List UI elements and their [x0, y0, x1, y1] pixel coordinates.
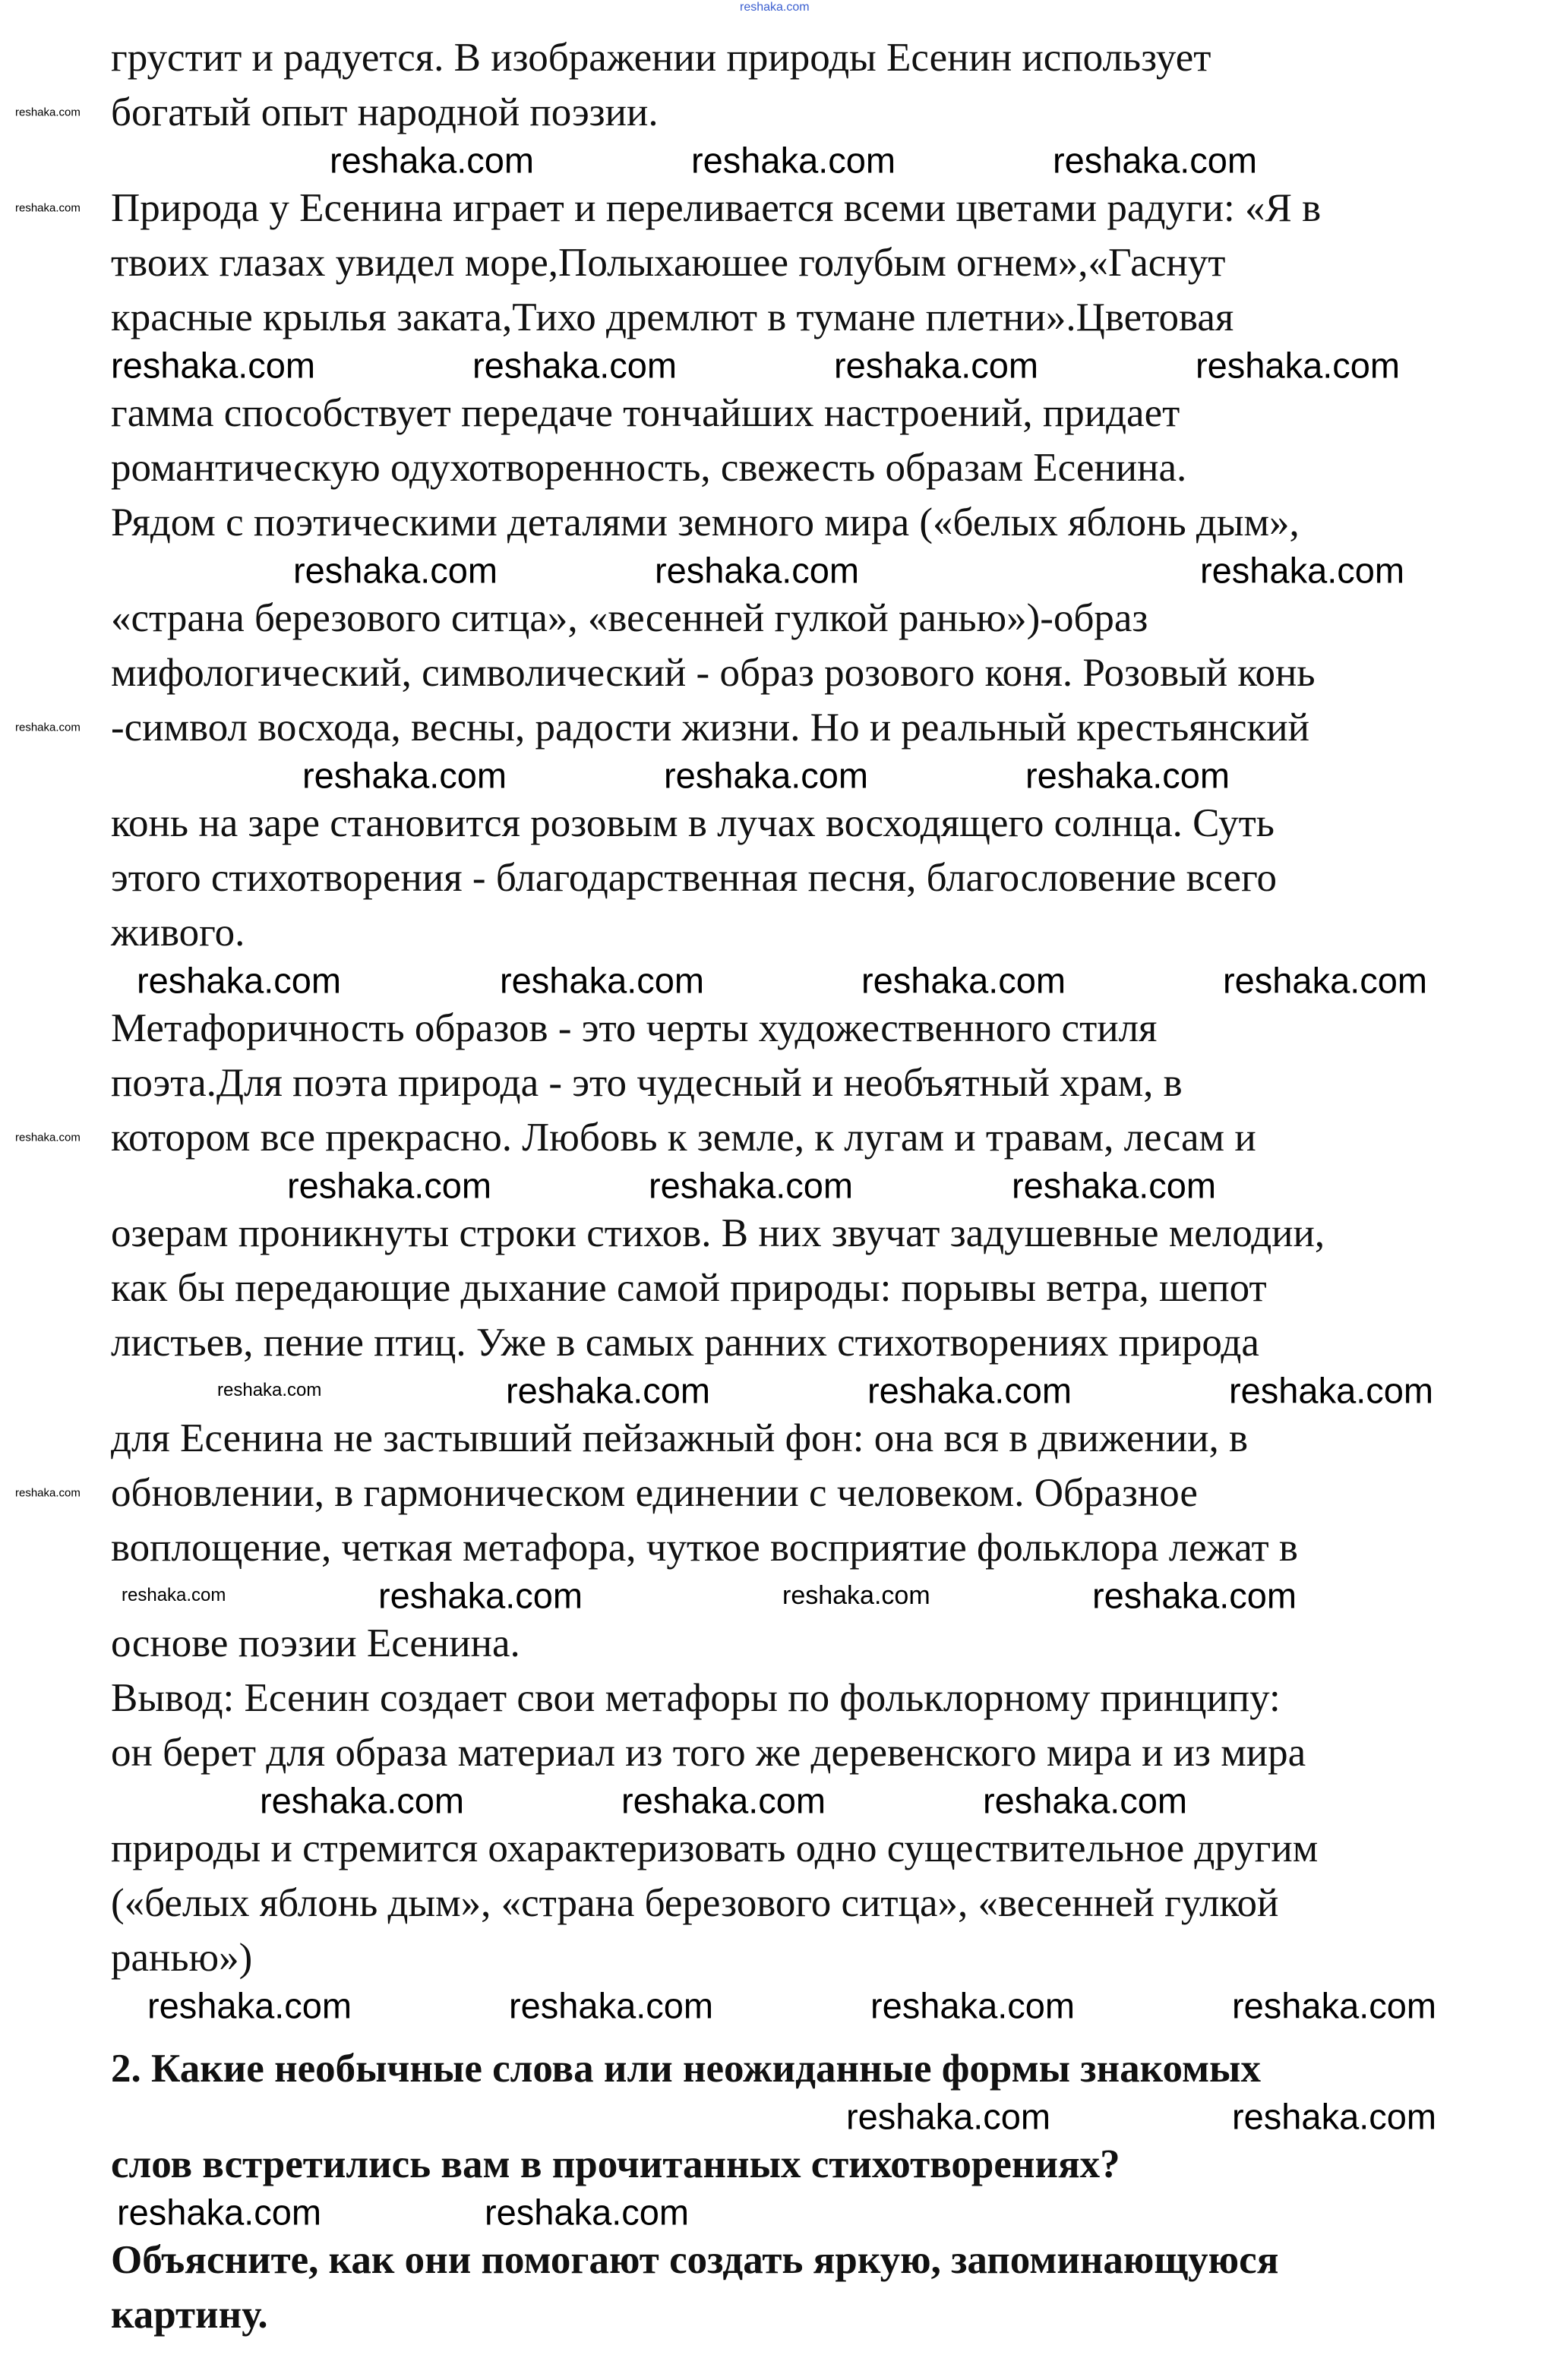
line-text: гамма способствует передаче тончайших настроений, придает — [111, 391, 1180, 435]
watermark: reshaka.com — [15, 721, 81, 734]
line-text: основе поэзии Есенина. — [111, 1621, 520, 1665]
watermark: reshaka.com — [293, 550, 498, 591]
watermark-band — [0, 1780, 1551, 1821]
line-text: ранью») — [111, 1936, 253, 1980]
paragraph-line — [0, 1616, 1551, 1671]
watermark: reshaka.com — [621, 1780, 826, 1821]
line-text: природы и стремится охарактеризовать одно существительное другим — [111, 1826, 1319, 1870]
paragraph-line — [0, 905, 1551, 960]
paragraph-line — [0, 235, 1551, 290]
watermark: reshaka.com — [15, 1131, 81, 1144]
paragraph-line — [0, 1411, 1551, 1466]
watermark: reshaka.com — [691, 140, 896, 181]
line-text: богатый опыт народной поэзии. — [111, 90, 659, 134]
watermark: reshaka.com — [378, 1575, 583, 1616]
line-text: этого стихотворения - благодарственная песня, благословение всего — [111, 856, 1277, 900]
watermark: reshaka.com — [287, 1165, 492, 1206]
question-line — [0, 2137, 1551, 2192]
line-text: для Есенина не застывший пейзажный фон: она вся в движении, в — [111, 1416, 1248, 1460]
watermark-band — [0, 1575, 1551, 1616]
document-body — [0, 30, 1551, 2342]
watermark: reshaka.com — [1232, 1985, 1437, 2026]
line-text: красные крылья заката,Тихо дремлют в тумане плетни».Цветовая — [111, 295, 1234, 339]
watermark: reshaka.com — [330, 140, 535, 181]
paragraph-line — [0, 495, 1551, 550]
watermark: reshaka.com — [111, 345, 316, 386]
watermark: reshaka.com — [302, 755, 507, 796]
line-text: Рядом с поэтическими деталями земного мира («белых яблонь дым», — [111, 500, 1300, 544]
line-text: он берет для образа материал из того же деревенского мира и из мира — [111, 1731, 1306, 1775]
line-text: как бы передающие дыхание самой природы: порывы ветра, шепот — [111, 1266, 1267, 1310]
line-text: твоих глазах увидел море,Полыхаюшее голубым огнем»,«Гаснут — [111, 241, 1226, 285]
watermark: reshaka.com — [1229, 1370, 1434, 1411]
line-text: 2. Какие необычные слова или неожиданные формы знакомых — [111, 2047, 1261, 2091]
watermark: reshaka.com — [1025, 755, 1230, 796]
paragraph-line — [0, 1315, 1551, 1370]
paragraph-line — [0, 1056, 1551, 1110]
watermark: reshaka.com — [147, 1985, 352, 2026]
watermark: reshaka.com — [122, 1585, 226, 1605]
line-text: «страна березового ситца», «весенней гулкой ранью»)-образ — [111, 596, 1148, 640]
watermark: reshaka.com — [15, 201, 81, 215]
line-text: картину. — [111, 2293, 268, 2337]
watermark-band — [0, 1370, 1551, 1411]
line-text: озерам проникнуты строки стихов. В них звучат задушевные мелодии, — [111, 1211, 1325, 1255]
watermark-band — [0, 550, 1551, 591]
watermark: reshaka.com — [485, 2192, 690, 2233]
paragraph-line — [0, 1520, 1551, 1575]
watermark-band — [0, 755, 1551, 796]
watermark: reshaka.com — [655, 550, 860, 591]
watermark: reshaka.com — [983, 1780, 1188, 1821]
line-text: -символ восхода, весны, радости жизни. Но и реальный крестьянский — [111, 705, 1309, 750]
watermark: reshaka.com — [506, 1370, 711, 1411]
paragraph-line — [0, 646, 1551, 700]
paragraph-line — [0, 1930, 1551, 1985]
watermark: reshaka.com — [1223, 960, 1428, 1001]
paragraph-line — [0, 440, 1551, 495]
question-line — [0, 2287, 1551, 2342]
line-text: живого. — [111, 911, 245, 955]
paragraph-line — [0, 85, 1551, 140]
watermark-band — [0, 345, 1551, 386]
line-text: конь на заре становится розовым в лучах восходящего солнца. Суть — [111, 801, 1275, 845]
watermark: reshaka.com — [15, 1486, 81, 1500]
spacer — [0, 2026, 1551, 2041]
watermark-band — [0, 1165, 1551, 1206]
watermark-band — [0, 140, 1551, 181]
paragraph-line — [0, 851, 1551, 905]
line-text: мифологический, символический - образ розового коня. Розовый конь — [111, 651, 1316, 695]
line-text: Объясните, как они помогают создать яркую, запоминающуюся — [111, 2238, 1279, 2282]
paragraph-line — [0, 1876, 1551, 1930]
line-text: поэта.Для поэта природа - это чудесный и необъятный храм, в — [111, 1061, 1183, 1105]
watermark: reshaka.com — [1012, 1165, 1217, 1206]
line-text: («белых яблонь дым», «страна березового ситца», «весенней гулкой — [111, 1881, 1279, 1925]
paragraph-line — [0, 386, 1551, 440]
watermark: reshaka.com — [1232, 2096, 1437, 2137]
watermark: reshaka.com — [861, 960, 1066, 1001]
paragraph-line — [0, 1466, 1551, 1520]
paragraph-line — [0, 1725, 1551, 1780]
paragraph-line — [0, 290, 1551, 345]
watermark: reshaka.com — [782, 1581, 930, 1610]
paragraph-line — [0, 30, 1551, 85]
paragraph-line — [0, 1206, 1551, 1261]
line-text: Вывод: Есенин создает свои метафоры по фольклорному принципу: — [111, 1676, 1281, 1720]
watermark-band — [0, 2192, 1551, 2233]
paragraph-line — [0, 1110, 1551, 1165]
watermark: reshaka.com — [1200, 550, 1405, 591]
watermark: reshaka.com — [1053, 140, 1258, 181]
paragraph-line — [0, 796, 1551, 851]
question-line — [0, 2233, 1551, 2287]
watermark: reshaka.com — [846, 2096, 1051, 2137]
watermark: reshaka.com — [649, 1165, 854, 1206]
line-text: Метафоричность образов - это черты художественного стиля — [111, 1006, 1158, 1050]
watermark-band — [0, 2096, 1551, 2137]
watermark: reshaka.com — [867, 1370, 1072, 1411]
line-text: грустит и радуется. В изображении природы Есенин использует — [111, 36, 1211, 80]
header-watermark: reshaka.com — [740, 1, 810, 14]
paragraph-line — [0, 181, 1551, 235]
watermark: reshaka.com — [117, 2192, 322, 2233]
line-text: обновлении, в гармоническом единении с человеком. Образное — [111, 1471, 1198, 1515]
watermark: reshaka.com — [1092, 1575, 1297, 1616]
paragraph-line — [0, 1821, 1551, 1876]
paragraph-line — [0, 1261, 1551, 1315]
watermark: reshaka.com — [834, 345, 1039, 386]
watermark: reshaka.com — [1196, 345, 1401, 386]
paragraph-line — [0, 591, 1551, 646]
watermark: reshaka.com — [664, 755, 869, 796]
watermark: reshaka.com — [137, 960, 342, 1001]
watermark: reshaka.com — [217, 1380, 322, 1400]
watermark: reshaka.com — [509, 1985, 714, 2026]
line-text: воплощение, четкая метафора, чуткое восприятие фольклора лежат в — [111, 1526, 1298, 1570]
question-line — [0, 2041, 1551, 2096]
line-text: листьев, пение птиц. Уже в самых ранних стихотворениях природа — [111, 1321, 1259, 1365]
line-text: котором все прекрасно. Любовь к земле, к лугам и травам, лесам и — [111, 1116, 1256, 1160]
watermark: reshaka.com — [870, 1985, 1076, 2026]
watermark: reshaka.com — [472, 345, 678, 386]
watermark-band — [0, 960, 1551, 1001]
paragraph-line — [0, 1671, 1551, 1725]
watermark: reshaka.com — [15, 106, 81, 119]
line-text: слов встретились вам в прочитанных стихотворениях? — [111, 2142, 1120, 2186]
line-text: Природа у Есенина играет и переливается всеми цветами радуги: «Я в — [111, 186, 1322, 230]
watermark-band — [0, 1985, 1551, 2026]
watermark: reshaka.com — [500, 960, 705, 1001]
paragraph-line — [0, 700, 1551, 755]
paragraph-line — [0, 1001, 1551, 1056]
watermark: reshaka.com — [260, 1780, 465, 1821]
line-text: романтическую одухотворенность, свежесть образам Есенина. — [111, 446, 1187, 490]
